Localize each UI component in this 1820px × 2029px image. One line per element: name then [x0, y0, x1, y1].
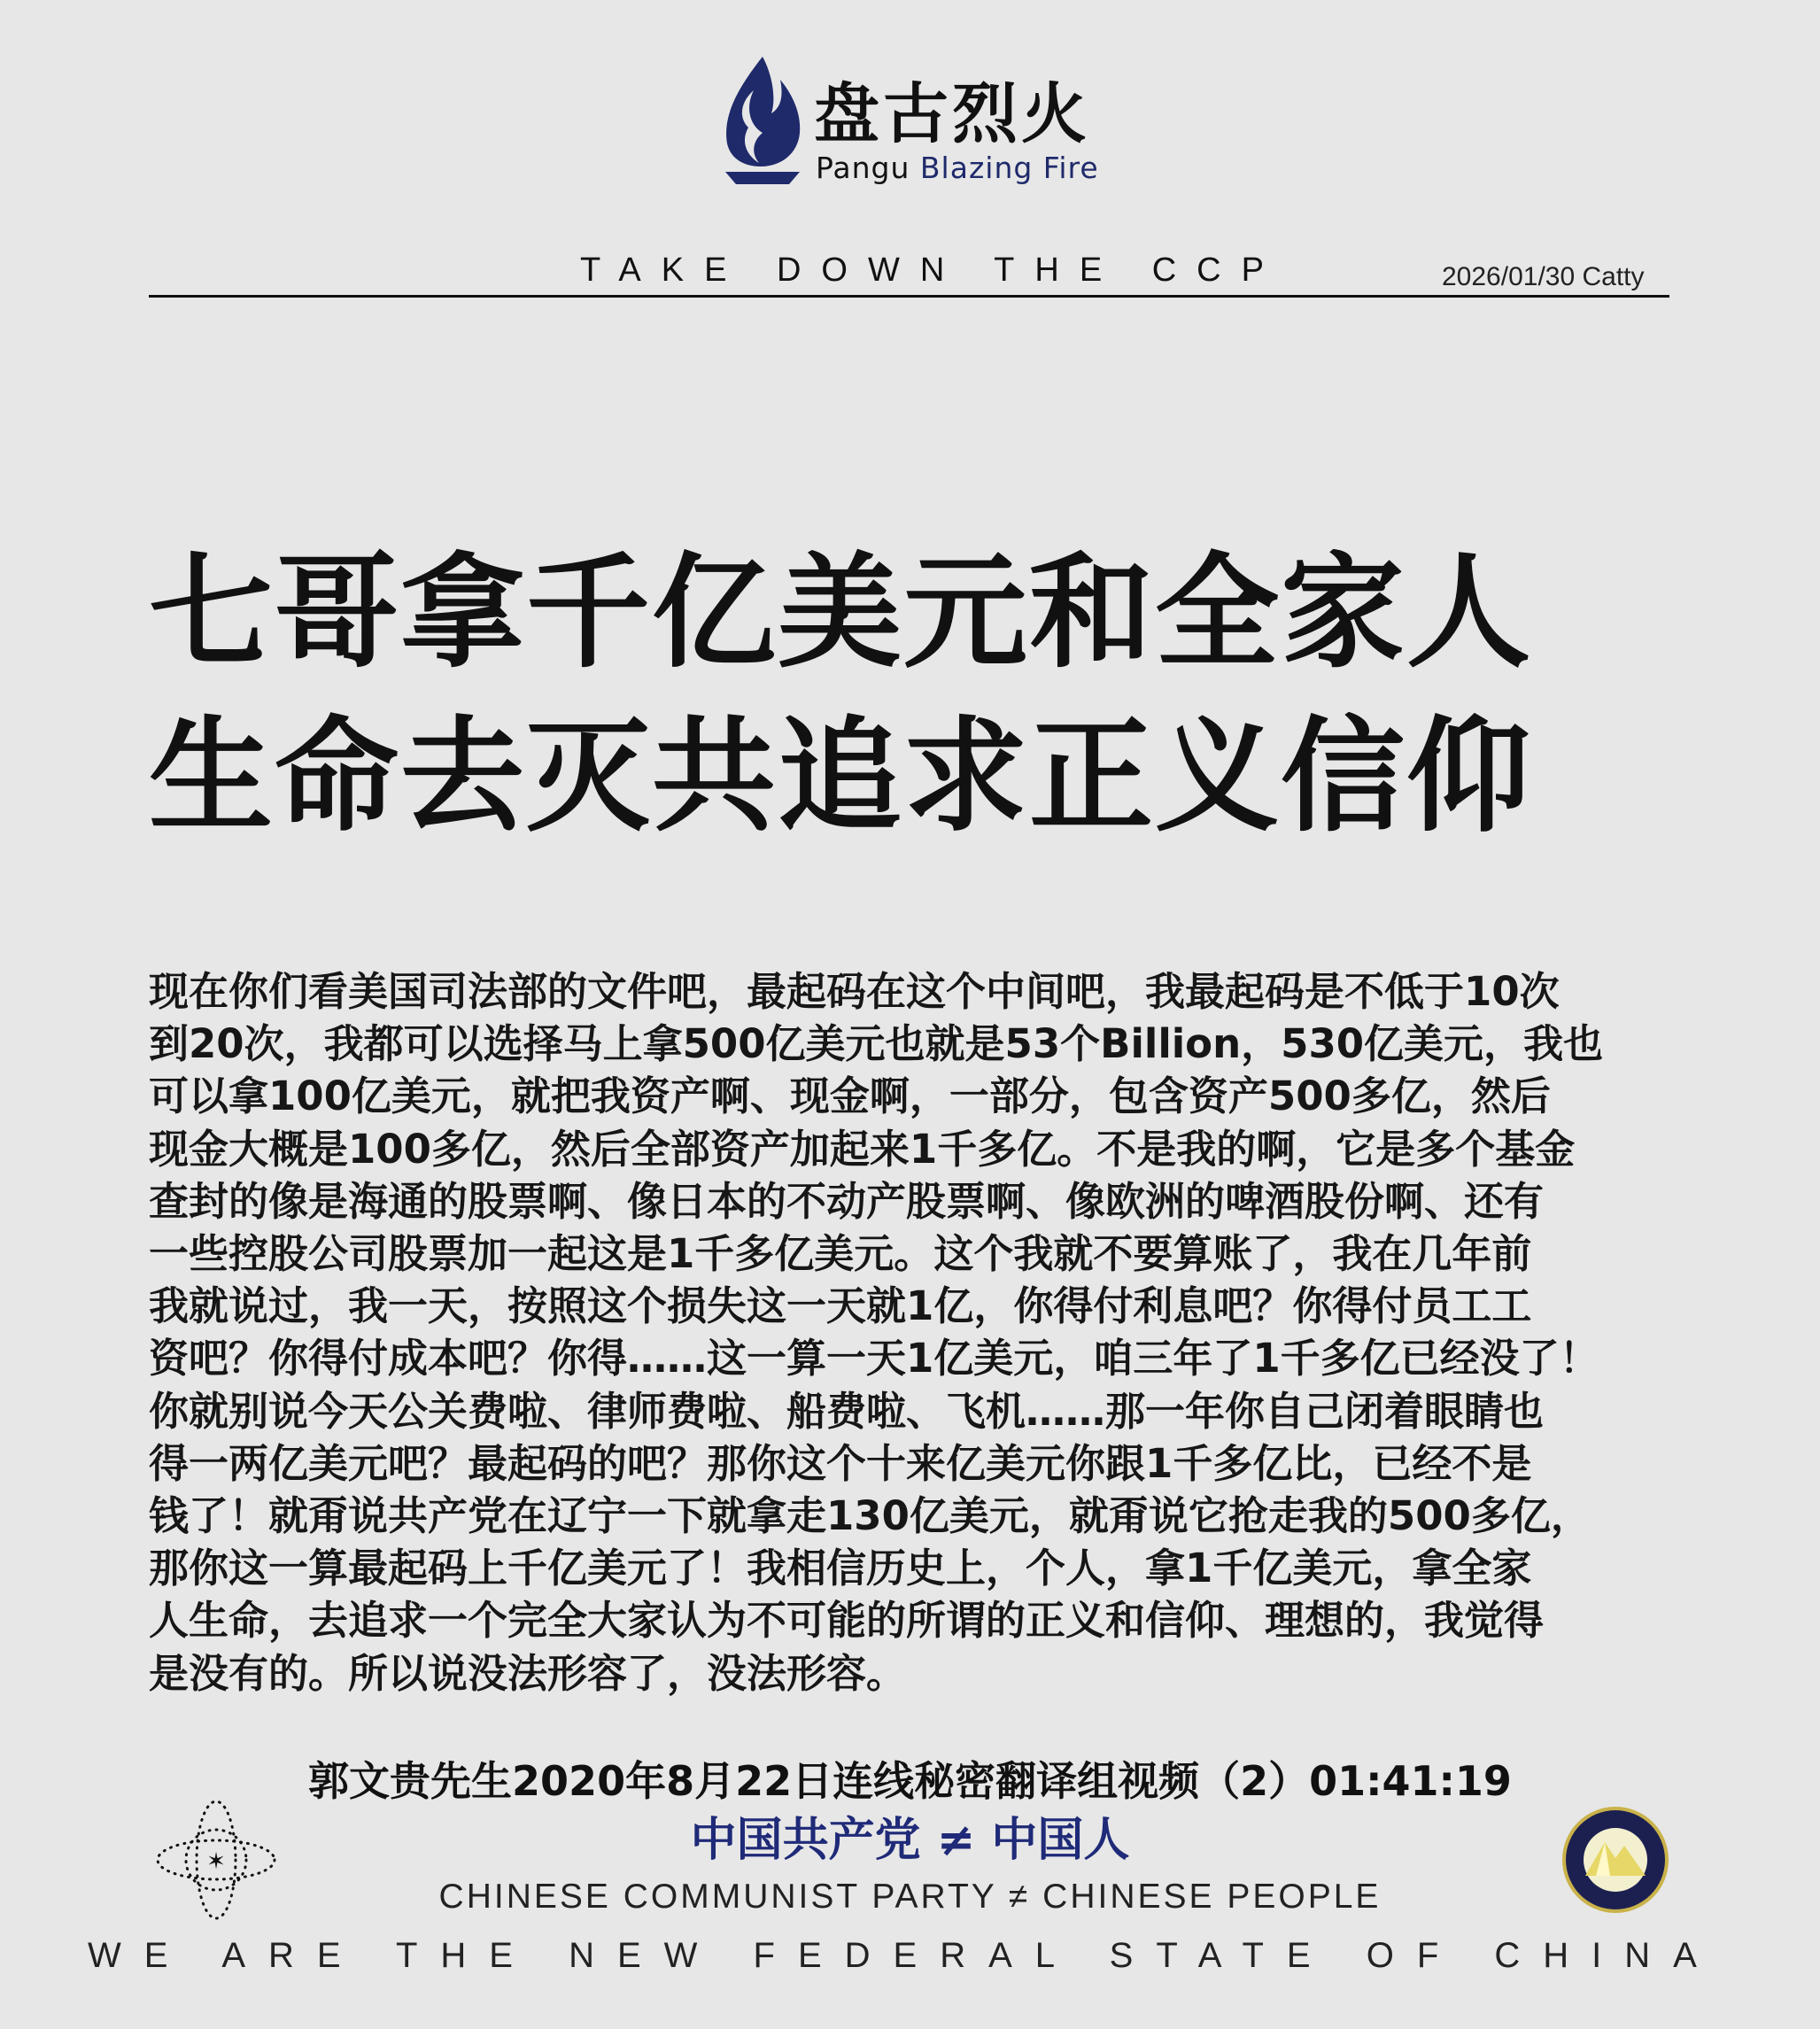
tagline: TAKE DOWN THE CCP — [580, 252, 1284, 289]
body-line: 是没有的。所以说没法形容了，没法形容。 — [149, 1649, 907, 1697]
body-line: 人生命，去追求一个完全大家认为不可能的所谓的正义和信仰、理想的，我觉得 — [149, 1597, 1545, 1645]
brand-name-en-2: Blazing Fire — [919, 151, 1099, 185]
quote-body — [149, 965, 1690, 1700]
slogan-cn: 中国共产党 ≠ 中国人 — [690, 1814, 1130, 1867]
body-line: 得一两亿美元吧？最起码的吧？那你这个十来亿美元你跟1千多亿比，已经不是 — [149, 1439, 1532, 1487]
body-line: 可以拿100亿美元，就把我资产啊、现金啊，一部分，包含资产500多亿，然后 — [149, 1073, 1551, 1120]
himalaya-seal-icon — [1561, 1805, 1670, 1915]
brand-name-en-1: Pangu — [816, 151, 910, 185]
federal-state-banner: WE ARE THE NEW FEDERAL STATE OF CHINA — [88, 1936, 1720, 1975]
brand-name-cn: 盘古烈火 — [814, 76, 1090, 152]
slogan-en: CHINESE COMMUNIST PARTY ≠ CHINESE PEOPLE — [438, 1878, 1382, 1916]
body-line: 那你这一算最起码上千亿美元了！我相信历史上，个人，拿1千亿美元，拿全家 — [149, 1545, 1532, 1592]
body-line: 到20次，我都可以选择马上拿500亿美元也就是53个Billion，530亿美元，我也 — [149, 1020, 1604, 1068]
body-line: 现金大概是100多亿，然后全部资产加起来1千多亿。不是我的啊，它是多个基金 — [149, 1125, 1576, 1173]
svg-text:✶: ✶ — [206, 1848, 226, 1875]
body-line: 资吧？你得付成本吧？你得……这一算一天1亿美元，咱三年了1千多亿已经没了！ — [149, 1335, 1599, 1382]
body-line: 你就别说今天公关费啦、律师费啦、船费啦、飞机……那一年你自己闭着眼睛也 — [149, 1387, 1545, 1435]
body-line: 一些控股公司股票加一起这是1千多亿美元。这个我就不要算账了，我在几年前 — [149, 1230, 1532, 1278]
body-line: 钱了！就甭说共产党在辽宁一下就拿走130亿美元，就甭说它抢走我的500多亿， — [149, 1492, 1591, 1540]
body-line: 查封的像是海通的股票啊、像日本的不动产股票啊、像欧洲的啤酒股份啊、还有 — [149, 1177, 1545, 1225]
header-divider — [149, 295, 1669, 298]
federal-emblem-icon — [156, 1798, 276, 1922]
headline — [149, 531, 1672, 859]
body-line: 我就说过，我一天，按照这个损失这一天就1亿，你得付利息吧？你得付员工工 — [149, 1282, 1532, 1330]
flame-icon — [718, 55, 807, 188]
headline-line: 生命去灭共追求正义信仰 — [149, 705, 1533, 849]
date-author: 2026/01/30 Catty — [1442, 262, 1645, 291]
headline-line: 七哥拿千亿美元和全家人 — [149, 541, 1533, 685]
brand-name-en — [816, 151, 1099, 185]
body-line: 现在你们看美国司法部的文件吧，最起码在这个中间吧，我最起码是不低于10次 — [149, 968, 1560, 1015]
quote-source: 郭文贵先生2020年8月22日连线秘密翻译组视频（2）01:41:19 — [308, 1757, 1512, 1805]
brand-logo — [718, 55, 1108, 192]
